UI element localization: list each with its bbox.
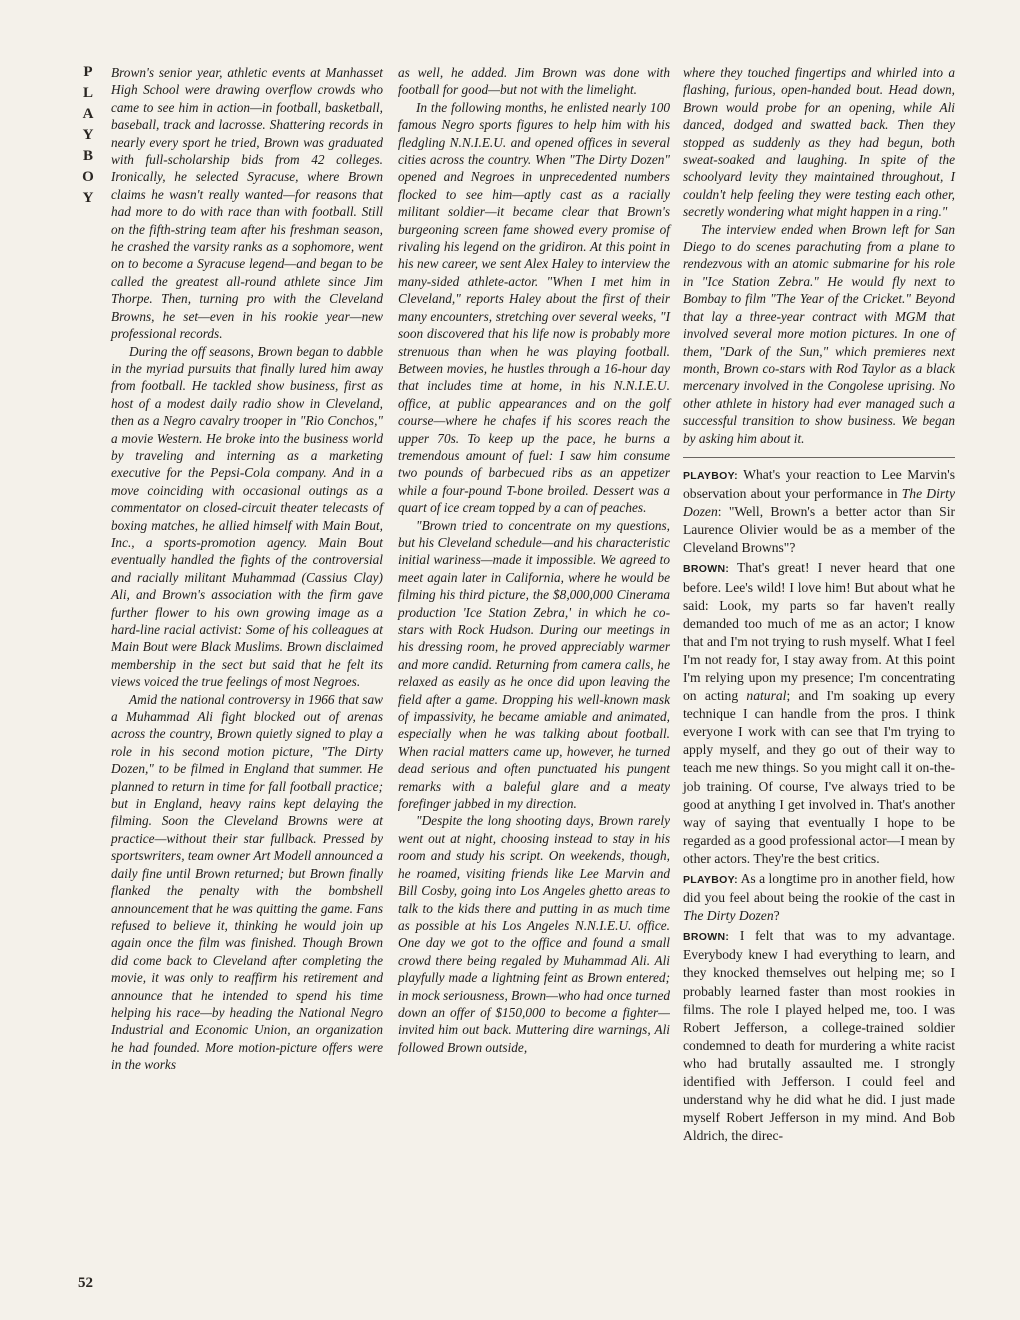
speaker-label: PLAYBOY: bbox=[683, 469, 738, 482]
masthead-letter: Y bbox=[82, 190, 94, 206]
qa-question bbox=[683, 870, 955, 925]
qa-text: : "Well, Brown's a better actor than Sir Laurence Olivier would be as a member of the Cleveland Browns"? bbox=[683, 504, 955, 556]
paragraph: as well, he added. Jim Brown was done with football for good—but not with the limelight. bbox=[398, 65, 670, 98]
qa-question bbox=[683, 466, 955, 557]
column-1 bbox=[111, 64, 383, 1074]
masthead-letter: O bbox=[82, 169, 94, 185]
column-2 bbox=[398, 64, 670, 1056]
qa-answer bbox=[683, 559, 955, 868]
speaker-label: BROWN: bbox=[683, 563, 730, 576]
paragraph: The interview ended when Brown left for San Diego to do scenes parachuting from a plane to rendezvous with an atomic submarine for his role in "Ice Station Zebra." He would fly next to Bombay to film "The Year of the Cricket." Beyond that lay a three-year contract with MGM that involved several more motion pictures. In one of them, "Dark of the Sun," which premieres next month, Brown co-stars with Rod Taylor as a black mercenary involved in the Congolese uprising. No other athlete in history had ever managed such a successful transition to show business. We began by asking him about it. bbox=[683, 221, 955, 446]
qa-text: That's great! I never heard that one before. Lee's wild! I love him! But about what he said: Look, my parts so far haven't really demanded too much of me as an actor; I know that and I'm not trying to rush myself. What I feel I'm not ready for, I stay away from. At this point I'm relying upon my presence; I'm concentrating on acting bbox=[683, 560, 955, 704]
masthead-letter: P bbox=[83, 64, 93, 80]
paragraph: During the off seasons, Brown began to dabble in the myriad pursuits that finally lured him away from football. He tackled show business, first as host of a modest daily radio show in Cleveland, then as a Negro cavalry trooper in "Rio Conchos," a movie Western. He broke into the business world by traveling and interning as a marketing executive for the Pepsi-Cola company. And in a move coinciding with occasional outings as a commentator on closed-circuit theater telecasts of boxing matches, he allied himself with Main Bout, Inc., a sports-promotion agency. Main Bout eventually handled the fights of the controversial and racially militant Muhammad (Cassius Clay) Ali, and Brown's association with the firm gave further flower to his own growing image as a hard-line racial activist: Some of his colleagues at Main Bout were Black Muslims. Brown disclaimed membership in the sect but said that he felt its views voiced the true feelings of most Negroes. bbox=[111, 343, 383, 690]
qa-answer bbox=[683, 927, 955, 1145]
paragraph: where they touched fingertips and whirled into a flashing, furious, open-handed bout. Head down, Brown would probe for an opening, while Ali danced, dodged and swatted back. Then they stopped as suddenly as they had begun, both sweat-soaked and laughing. In spite of the schoolyard levity they maintained throughout, I couldn't help feeling they were testing each other, secretly wondering what might happen in a ring." bbox=[683, 65, 955, 220]
magazine-name-vertical bbox=[78, 62, 98, 209]
paragraph: In the following months, he enlisted nearly 100 famous Negro sports figures to help him with his fledgling N.N.I.E.U. and opened offices in several cities across the country. When "The Dirty Dozen" opened and Negroes in unprecedented numbers flocked to see him—aptly cast as a racially militant soldier—it became clear that Brown's burgeoning screen fame showed every promise of rivaling his legend on the gridiron. At this point in his new career, we sent Alex Haley to interview the many-sided athlete-actor. "When I met him in Cleveland," reports Haley about the first of their many encounters, stretching over several weeks, "I soon discovered that his life now is probably more strenuous than when he was playing football. Between movies, he hustles through a 16-hour day that includes time at home, in his N.N.I.E.U. office, at public appearances and on the golf course—where he chafes if his scores reach the upper 70s. To keep up the pace, he burns a tremendous amount of fuel: I saw him consume two pounds of barbecued ribs as an appetizer while a four-pound T-bone broiled. Dessert was a quart of ice cream topped by a can of peaches. bbox=[398, 99, 670, 516]
qa-text: As a longtime pro in another field, how did you feel about being the rookie of the cast in bbox=[683, 871, 956, 906]
section-divider bbox=[683, 457, 955, 458]
qa-text: ? bbox=[773, 908, 780, 924]
masthead-letter: Y bbox=[82, 127, 94, 143]
film-title: The Dirty Dozen bbox=[683, 908, 774, 924]
qa-text: ; and I'm soaking up every technique I can handle from the pros. I think everyone I work with can see that I'm trying to apply myself, and they go out of their way to teach me new things. So you might call it on-the-job training. Of course, I've always tried to be good at anything I get involved in. That's another way of saying that eventually I hope to be regarded as a good professional actor—I mean by other actors. They're the best critics. bbox=[683, 688, 955, 866]
speaker-label: PLAYBOY: bbox=[683, 874, 738, 886]
speaker-label: BROWN: bbox=[683, 931, 730, 944]
masthead-letter: A bbox=[82, 106, 94, 122]
masthead-letter: L bbox=[82, 85, 93, 101]
page-number: 52 bbox=[78, 1275, 93, 1291]
emphasis: natural bbox=[746, 688, 787, 704]
masthead-letter: B bbox=[82, 148, 93, 164]
paragraph: "Brown tried to concentrate on my questions, but his Cleveland schedule—and his characteristic initial wariness—made it impossible. We agreed to meet again later in California, where he would be filming his third picture, the $8,000,000 Cinerama production 'Ice Station Zebra,' in which he co-stars with Rock Hudson. During our meetings in his dressing room, he proved appreciably warmer and more candid. Returning from camera calls, he relaxed as easily as he once did upon leaving the field after a game. Dropping his well-known mask of impassivity, he became amiable and animated, especially when he was talking about football. When racial matters came up, however, he turned dead serious and often punctuated his pungent remarks with a baleful glare and a meaty forefinger jabbed in my direction. bbox=[398, 517, 670, 812]
qa-text: I felt that was to my advantage. Everybody knew I had everything to learn, and they knocked themselves out helping me; so I probably learned faster than most rookies in films. The role I played helped me, too. I was Robert Jefferson, a college-trained soldier condemned to death for murdering a white racist who had brutally assaulted me. I strongly identified with Jefferson. I could feel and understand why he did what he did. I just made myself Robert Jefferson in my mind. And Bob Aldrich, the direc- bbox=[683, 928, 955, 1144]
paragraph: Brown's senior year, athletic events at Manhasset High School were drawing overflow crowds who came to see him in action—in football, basketball, baseball, track and lacrosse. Shattering records in nearly every sport he tried, Brown was graduated with full-scholarship bids from 42 colleges. Ironically, he selected Syracuse, where Brown claims he wasn't really wanted—for reasons that had more to do with race than with football. Still on the fifth-string team after his freshman season, he crashed the varsity ranks as a sophomore, went on to become a Syracuse legend—and began to be called the greatest all-round athlete since Jim Thorpe. Then, turning pro with the Cleveland Browns, he set—even in his rookie year—new professional records. bbox=[111, 65, 383, 342]
column-3 bbox=[683, 64, 955, 1147]
qa-text: What's your reaction to Lee Marvin's observation about your performance in bbox=[683, 466, 955, 502]
film-title: The Dirty Dozen bbox=[683, 486, 955, 520]
paragraph: Amid the national controversy in 1966 that saw a Muhammad Ali fight blocked out of arenas across the country, Brown quietly signed to play a role in his second motion picture, "The Dirty Dozen," to be filmed in England that summer. He planned to return in time for fall football practice; but in England, heavy rains kept delaying the filming. Soon the Cleveland Browns were at practice—without their star fullback. Pressed by sportswriters, team owner Art Modell announced a daily fine until Brown returned; but Brown finally flanked the penalty with the bombshell announcement that he was quitting the game. Fans refused to believe it, thinking he would join up again once the film was finished. Though Brown did come back to Cleveland after completing the movie, it was only to reaffirm his retirement and announce that he intended to spend his time helping his race—by heading the National Negro Industrial and Economic Union, an organization he had founded. More motion-picture offers were in the works bbox=[111, 691, 383, 1073]
paragraph: "Despite the long shooting days, Brown rarely went out at night, choosing instead to stay in his room and study his script. On weekends, though, he roamed, visiting friends like Lee Marvin and Bill Cosby, going into Los Angeles ghetto areas to talk to the kids there and putting in as much time as possible at his Los Angeles N.N.I.E.U. office. One day we got to the office and found a small crowd there being regaled by Muhammad Ali. Ali playfully made a lightning feint as Brown entered; in mock seriousness, Brown—who had once turned down an offer of $150,000 to become a fighter—invited him out back. Muttering dire warnings, Ali followed Brown outside, bbox=[398, 813, 670, 1055]
